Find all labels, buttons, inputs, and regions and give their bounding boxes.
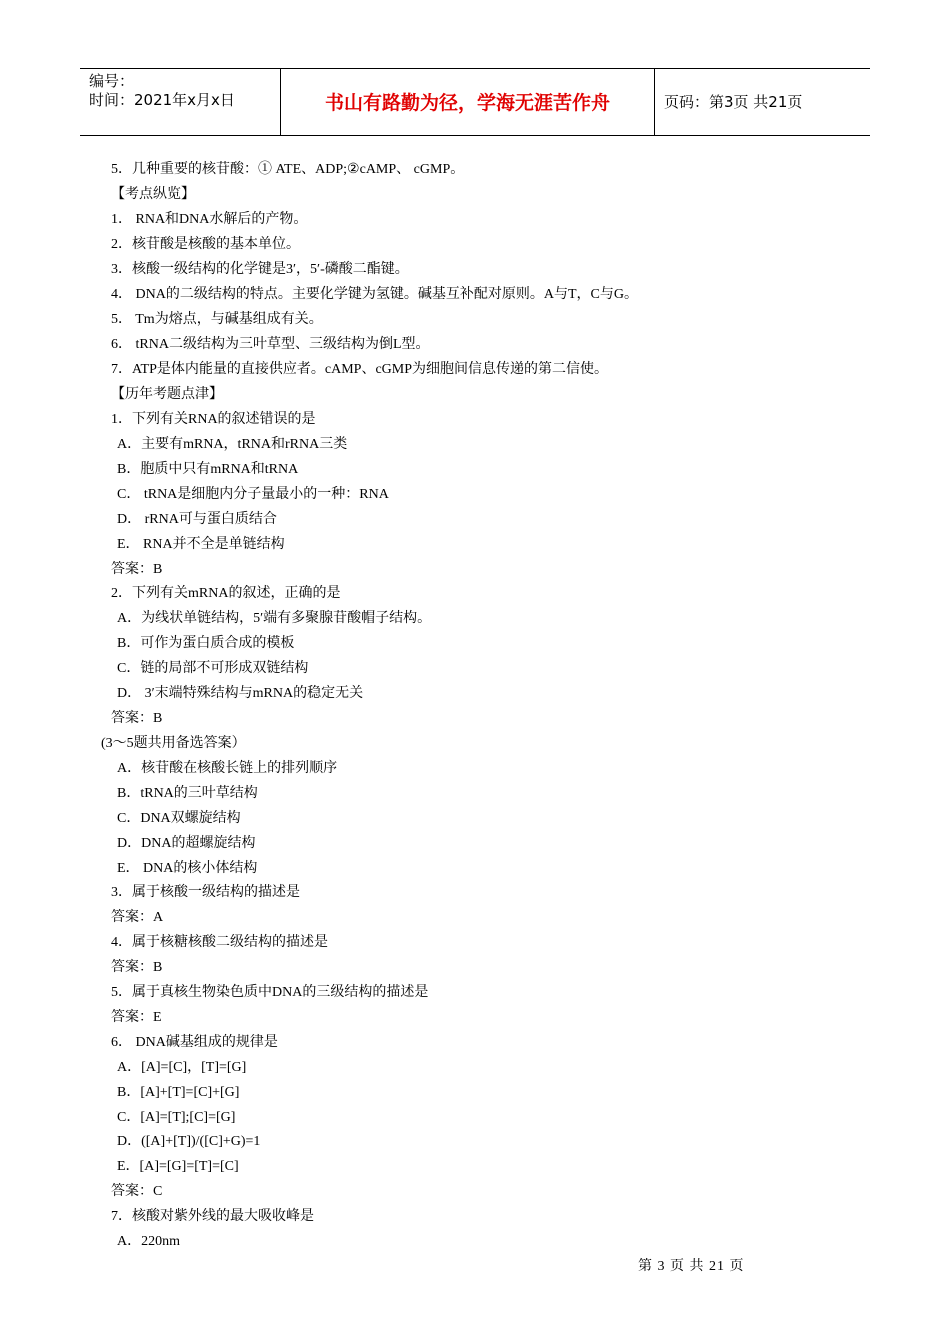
answer: 答案：E bbox=[111, 1010, 162, 1025]
header-right-cell bbox=[655, 69, 870, 135]
question: 7．核酸对紫外线的最大吸收峰是 bbox=[111, 1209, 314, 1224]
body-line: 6． tRNA二级结构为三叶草型、三级结构为倒L型。 bbox=[111, 337, 430, 352]
answer: 答案：A bbox=[111, 910, 164, 925]
body-line: 5．几种重要的核苷酸：① ATE、ADP;②cAMP、 cGMP。 bbox=[111, 162, 465, 177]
question: 6． DNA碱基组成的规律是 bbox=[111, 1035, 278, 1050]
question: 3．属于核酸一级结构的描述是 bbox=[111, 885, 300, 900]
option: E．[A]=[G]=[T]=[C] bbox=[117, 1159, 239, 1174]
option: A．核苷酸在核酸长链上的排列顺序 bbox=[117, 761, 338, 776]
option: E． RNA并不全是单链结构 bbox=[117, 537, 285, 552]
serial-label: 编号： bbox=[89, 72, 135, 90]
body-line: 4． DNA的二级结构的特点。主要化学键为氢键。碱基互补配对原则。A与T，C与G。 bbox=[111, 287, 638, 302]
page-footer: 第 3 页 共 21 页 bbox=[638, 1259, 745, 1274]
section-heading: 【考点纵览】 bbox=[111, 187, 195, 202]
header-middle-cell bbox=[281, 69, 655, 135]
section-heading: 【历年考题点津】 bbox=[111, 387, 223, 402]
answer: 答案：B bbox=[111, 562, 163, 577]
option: A．为线状单链结构，5′端有多聚腺苷酸帽子结构。 bbox=[117, 611, 432, 626]
option: D． 3′末端特殊结构与mRNA的稳定无关 bbox=[117, 686, 364, 701]
body-line: 2．核苷酸是核酸的基本单位。 bbox=[111, 237, 300, 252]
option: D．DNA的超螺旋结构 bbox=[117, 836, 256, 851]
option: E． DNA的核小体结构 bbox=[117, 861, 258, 876]
question: 1．下列有关RNA的叙述错误的是 bbox=[111, 412, 316, 427]
motto: 书山有路勤为径，学海无涯苦作舟 bbox=[324, 92, 610, 114]
answer: 答案：B bbox=[111, 960, 163, 975]
option: C． tRNA是细胞内分子量最小的一种：RNA bbox=[117, 487, 389, 502]
body-line: 1． RNA和DNA水解后的产物。 bbox=[111, 212, 308, 227]
answer: 答案：B bbox=[111, 711, 163, 726]
page-info: 页码：第3页 共21页 bbox=[664, 93, 803, 111]
question: 2．下列有关mRNA的叙述，正确的是 bbox=[111, 586, 341, 601]
option: A．主要有mRNA，tRNA和rRNA三类 bbox=[117, 437, 348, 452]
body-line: 3．核酸一级结构的化学键是3′，5′-磷酸二酯键。 bbox=[111, 262, 409, 277]
option: D．([A]+[T])/([C]+G)=1 bbox=[117, 1134, 261, 1149]
option: D． rRNA可与蛋白质结合 bbox=[117, 512, 277, 527]
body-line: 7．ATP是体内能量的直接供应者。cAMP、cGMP为细胞间信息传递的第二信使。 bbox=[111, 362, 609, 377]
time-label: 时间：2021年x月x日 bbox=[89, 91, 235, 109]
option: B．[A]+[T]=[C]+[G] bbox=[117, 1085, 240, 1100]
shared-options-heading: (3～5题共用备选答案） bbox=[101, 736, 246, 751]
option: B．可作为蛋白质合成的模板 bbox=[117, 636, 295, 651]
header-left-cell bbox=[80, 69, 281, 135]
option: B．tRNA的三叶草结构 bbox=[117, 786, 258, 801]
header-table bbox=[80, 68, 870, 136]
option: C．[A]=[T];[C]=[G] bbox=[117, 1110, 236, 1125]
question: 5．属于真核生物染色质中DNA的三级结构的描述是 bbox=[111, 985, 429, 1000]
question: 4．属于核糖核酸二级结构的描述是 bbox=[111, 935, 328, 950]
option: C．链的局部不可形成双链结构 bbox=[117, 661, 309, 676]
option: C．DNA双螺旋结构 bbox=[117, 811, 241, 826]
answer: 答案：C bbox=[111, 1184, 163, 1199]
option: A．220nm bbox=[117, 1234, 180, 1249]
body-line: 5． Tm为熔点，与碱基组成有关。 bbox=[111, 312, 323, 327]
option: A．[A]=[C]，[T]=[G] bbox=[117, 1060, 247, 1075]
option: B．胞质中只有mRNA和tRNA bbox=[117, 462, 299, 477]
